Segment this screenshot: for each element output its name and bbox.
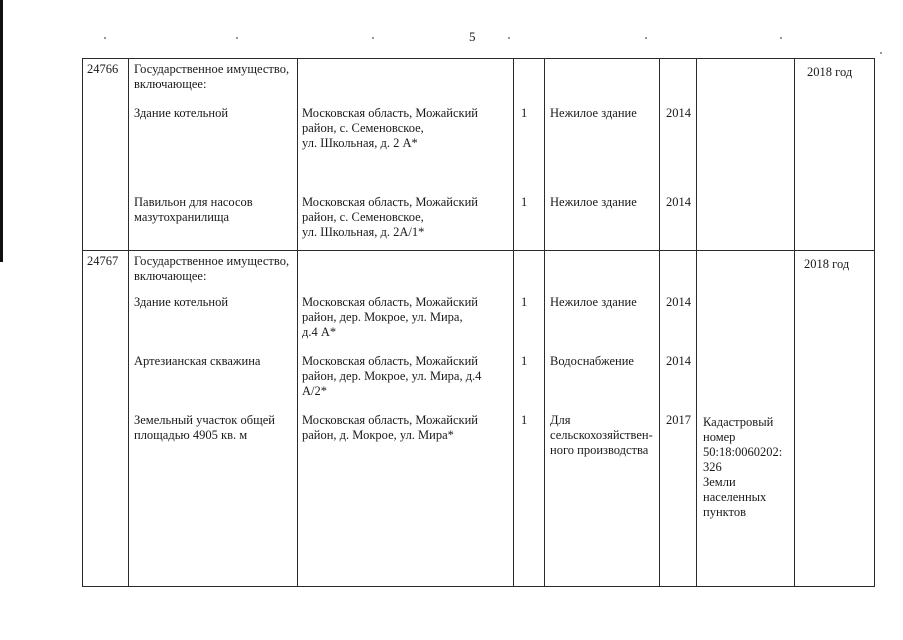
- record-group-title: Государственное имущество, включающее:: [134, 62, 290, 91]
- scan-speck: [236, 37, 238, 39]
- record-year: 2018 год: [807, 65, 853, 79]
- item-quantity: 1: [521, 295, 528, 309]
- item-purpose: Нежилое здание: [550, 106, 637, 120]
- register-record-24766: [83, 59, 875, 251]
- item-year: 2017: [666, 413, 691, 427]
- record-year: 2018 год: [804, 257, 850, 271]
- item-quantity: 1: [521, 106, 528, 120]
- item-address: Московская область, Можайский район, д. Мокрое, ул. Мира*: [302, 413, 478, 442]
- scan-speck: [780, 37, 782, 39]
- item-purpose: Нежилое здание: [550, 295, 637, 309]
- item-quantity: 1: [521, 195, 528, 209]
- item-year: 2014: [666, 295, 691, 309]
- item-year: 2014: [666, 195, 691, 209]
- item-name: Павильон для насосов мазутохранилища: [134, 195, 253, 224]
- item-quantity: 1: [521, 354, 528, 368]
- item-name: Артезианская скважина: [134, 354, 261, 368]
- scan-speck: [880, 52, 882, 54]
- item-address: Московская область, Можайский район, дер. Мокрое, ул. Мира, д.4 А/2*: [302, 354, 482, 398]
- item-purpose: Для сельскохозяйствен- ного производства: [550, 413, 653, 457]
- property-register-table: [82, 58, 875, 587]
- item-address: Московская область, Можайский район, с. Семеновское, ул. Школьная, д. 2 А*: [302, 106, 478, 150]
- item-year: 2014: [666, 354, 691, 368]
- page-number: 5: [469, 29, 476, 44]
- item-name: Здание котельной: [134, 106, 229, 120]
- item-name: Земельный участок общей площадью 4905 кв. м: [134, 413, 275, 442]
- register-record-24767: [83, 251, 875, 587]
- scan-edge-bar: [0, 0, 3, 262]
- item-purpose: Водоснабжение: [550, 354, 634, 368]
- scan-speck: [508, 37, 510, 39]
- scan-speck: [645, 37, 647, 39]
- record-number: 24766: [87, 62, 119, 76]
- item-quantity: 1: [521, 413, 528, 427]
- item-note: Кадастровый номер 50:18:0060202: 326 Земли населенных пунктов: [703, 415, 783, 519]
- item-purpose: Нежилое здание: [550, 195, 637, 209]
- record-group-title: Государственное имущество, включающее:: [134, 254, 290, 283]
- scan-speck: [104, 37, 106, 39]
- item-name: Здание котельной: [134, 295, 229, 309]
- item-address: Московская область, Можайский район, дер. Мокрое, ул. Мира, д.4 А*: [302, 295, 478, 339]
- item-address: Московская область, Можайский район, с. Семеновское, ул. Школьная, д. 2А/1*: [302, 195, 478, 239]
- item-year: 2014: [666, 106, 691, 120]
- scan-speck: [372, 37, 374, 39]
- record-number: 24767: [87, 254, 119, 268]
